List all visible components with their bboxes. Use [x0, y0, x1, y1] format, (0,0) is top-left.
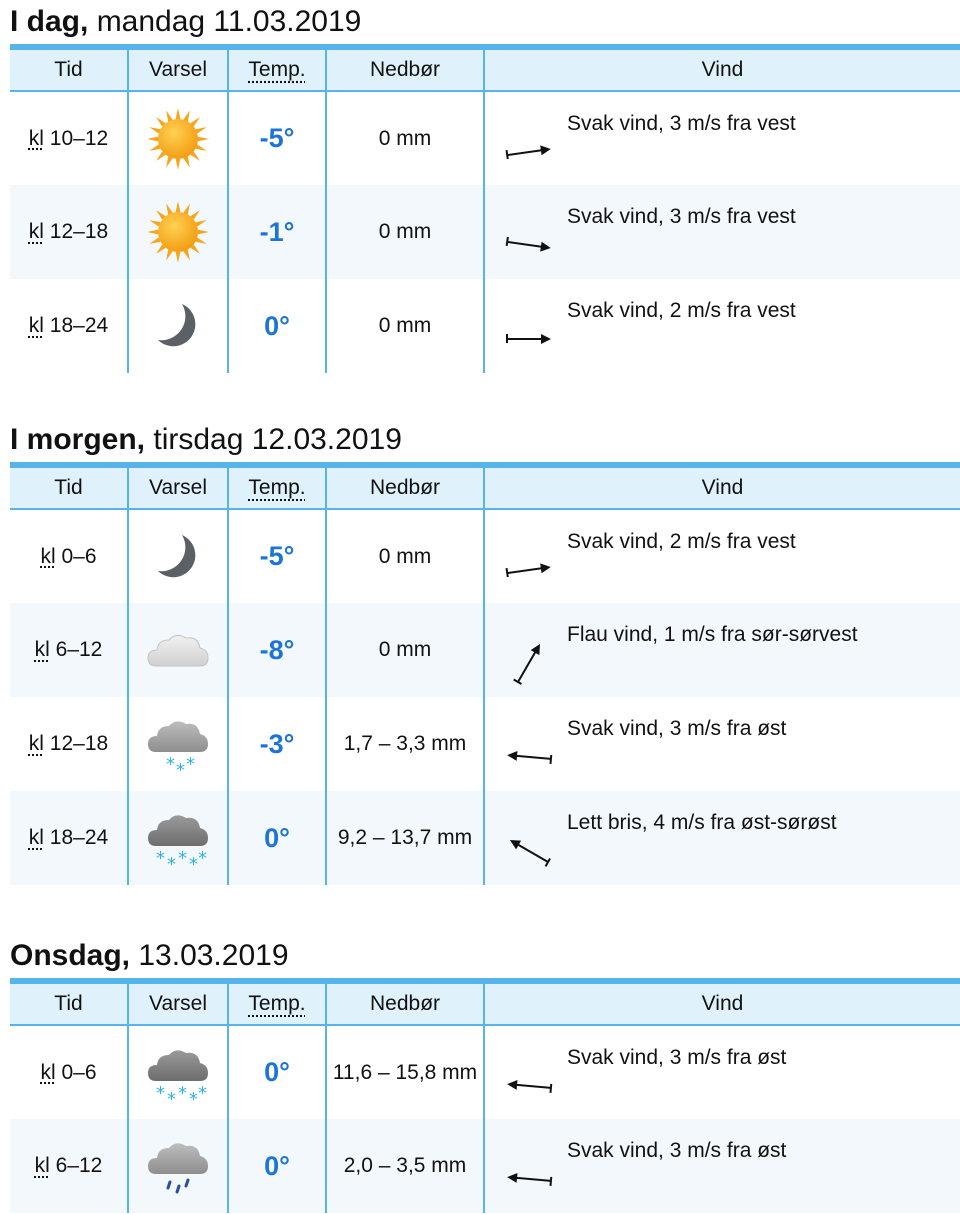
precip-cell: 0 mm [326, 91, 484, 185]
svg-text:*: * [156, 1082, 165, 1104]
temp-cell: 0° [228, 791, 326, 885]
column-header-temp[interactable]: Temp. [228, 465, 326, 509]
precip-cell: 0 mm [326, 185, 484, 279]
weather-cell [128, 1025, 228, 1119]
precip-cell: 9,2 – 13,7 mm [326, 791, 484, 885]
time-cell: kl 18–24 [10, 791, 128, 885]
temp-cell: -5° [228, 91, 326, 185]
time-cell: kl 18–24 [10, 279, 128, 373]
table-header-row [10, 465, 960, 509]
forecast-table [10, 978, 960, 1213]
weather-cell [128, 791, 228, 885]
svg-text:*: * [189, 1088, 198, 1109]
wind-cell: Lett bris, 4 m/s fra øst-sørøst [484, 791, 960, 885]
table-row [10, 509, 960, 603]
sun-icon [129, 196, 227, 268]
table-row [10, 91, 960, 185]
column-header-nedbor: Nedbør [326, 981, 484, 1025]
day-section-today [10, 4, 960, 373]
moon-icon [129, 527, 227, 587]
kl-abbr[interactable]: kl [28, 314, 44, 337]
time-cell: kl 6–12 [10, 1119, 128, 1213]
column-header-varsel: Varsel [128, 465, 228, 509]
weather-cell [128, 1119, 228, 1213]
weather-cell [128, 185, 228, 279]
cloud-icon [129, 622, 227, 678]
kl-abbr[interactable]: kl [28, 220, 44, 243]
day-title: Onsdag, 13.03.2019 [10, 939, 289, 972]
temp-cell: 0° [228, 279, 326, 373]
precip-cell: 11,6 – 15,8 mm [326, 1025, 484, 1119]
weather-cell [128, 603, 228, 697]
column-header-temp[interactable]: Temp. [228, 981, 326, 1025]
day-title: I dag, mandag 11.03.2019 [10, 5, 362, 38]
forecast-table [10, 44, 960, 373]
time-cell: kl 0–6 [10, 1025, 128, 1119]
day-section-tomorrow [10, 422, 960, 885]
svg-text:*: * [166, 754, 175, 775]
time-cell: kl 10–12 [10, 91, 128, 185]
temp-cell: -1° [228, 185, 326, 279]
precip-cell: 0 mm [326, 603, 484, 697]
table-row [10, 1025, 960, 1119]
kl-abbr[interactable]: kl [34, 1154, 50, 1177]
kl-abbr[interactable]: kl [28, 826, 44, 849]
time-cell: kl 12–18 [10, 697, 128, 791]
column-header-tid: Tid [10, 47, 128, 91]
svg-text:*: * [156, 848, 165, 869]
light-snow-icon [129, 708, 227, 780]
column-header-vind: Vind [484, 981, 960, 1025]
wind-cell: Svak vind, 3 m/s fra øst [484, 1119, 960, 1213]
kl-abbr[interactable]: kl [34, 638, 50, 661]
kl-abbr[interactable]: kl [40, 544, 56, 568]
column-header-vind: Vind [484, 465, 960, 509]
table-row [10, 603, 960, 697]
table-row [10, 697, 960, 791]
temp-cell: -8° [228, 603, 326, 697]
precip-cell: 2,0 – 3,5 mm [326, 1119, 484, 1213]
table-header-row [10, 981, 960, 1025]
table-header-row [10, 47, 960, 91]
column-header-nedbor: Nedbør [326, 47, 484, 91]
column-header-tid: Tid [10, 465, 128, 509]
table-row [10, 279, 960, 373]
forecast-table [10, 462, 960, 885]
temp-cell: 0° [228, 1025, 326, 1119]
rain-icon [129, 1130, 227, 1202]
column-header-tid: Tid [10, 981, 128, 1025]
column-header-varsel: Varsel [128, 47, 228, 91]
svg-text:*: * [167, 854, 176, 874]
svg-text:*: * [178, 1082, 187, 1104]
column-header-vind: Vind [484, 47, 960, 91]
temp-cell: -3° [228, 697, 326, 791]
svg-text:*: * [186, 754, 195, 775]
heavy-snow-icon [129, 1037, 227, 1109]
kl-abbr[interactable]: kl [28, 732, 44, 755]
table-row [10, 1119, 960, 1213]
wind-cell: Svak vind, 2 m/s fra vest [484, 509, 960, 603]
weather-cell [128, 279, 228, 373]
column-header-nedbor: Nedbør [326, 465, 484, 509]
time-cell: kl 6–12 [10, 603, 128, 697]
precip-cell: 0 mm [326, 279, 484, 373]
weather-cell [128, 697, 228, 791]
svg-text:*: * [189, 854, 198, 874]
time-cell: kl 12–18 [10, 185, 128, 279]
kl-abbr[interactable]: kl [40, 1060, 56, 1084]
wind-cell: Svak vind, 3 m/s fra øst [484, 697, 960, 791]
svg-text:*: * [198, 1082, 207, 1104]
svg-text:*: * [178, 848, 187, 869]
time-cell: kl 0–6 [10, 509, 128, 603]
heavy-snow-icon [129, 802, 227, 874]
sun-icon [129, 103, 227, 175]
wind-cell: Svak vind, 2 m/s fra vest [484, 279, 960, 373]
precip-cell: 0 mm [326, 509, 484, 603]
wind-cell: Flau vind, 1 m/s fra sør-sørvest [484, 603, 960, 697]
temp-cell: -5° [228, 509, 326, 603]
temp-cell: 0° [228, 1119, 326, 1213]
svg-text:*: * [176, 760, 185, 780]
wind-cell: Svak vind, 3 m/s fra vest [484, 91, 960, 185]
column-header-varsel: Varsel [128, 981, 228, 1025]
precip-cell: 1,7 – 3,3 mm [326, 697, 484, 791]
wind-cell: Svak vind, 3 m/s fra øst [484, 1025, 960, 1119]
weather-cell [128, 91, 228, 185]
table-row [10, 185, 960, 279]
moon-icon [129, 296, 227, 356]
kl-abbr[interactable]: kl [28, 126, 44, 150]
table-row [10, 791, 960, 885]
svg-text:*: * [198, 848, 207, 869]
weather-cell [128, 509, 228, 603]
day-section-wednesday [10, 938, 960, 1213]
svg-text:*: * [167, 1088, 176, 1109]
column-header-temp[interactable]: Temp. [228, 47, 326, 91]
wind-cell: Svak vind, 3 m/s fra vest [484, 185, 960, 279]
day-title: I morgen, tirsdag 12.03.2019 [10, 423, 402, 456]
